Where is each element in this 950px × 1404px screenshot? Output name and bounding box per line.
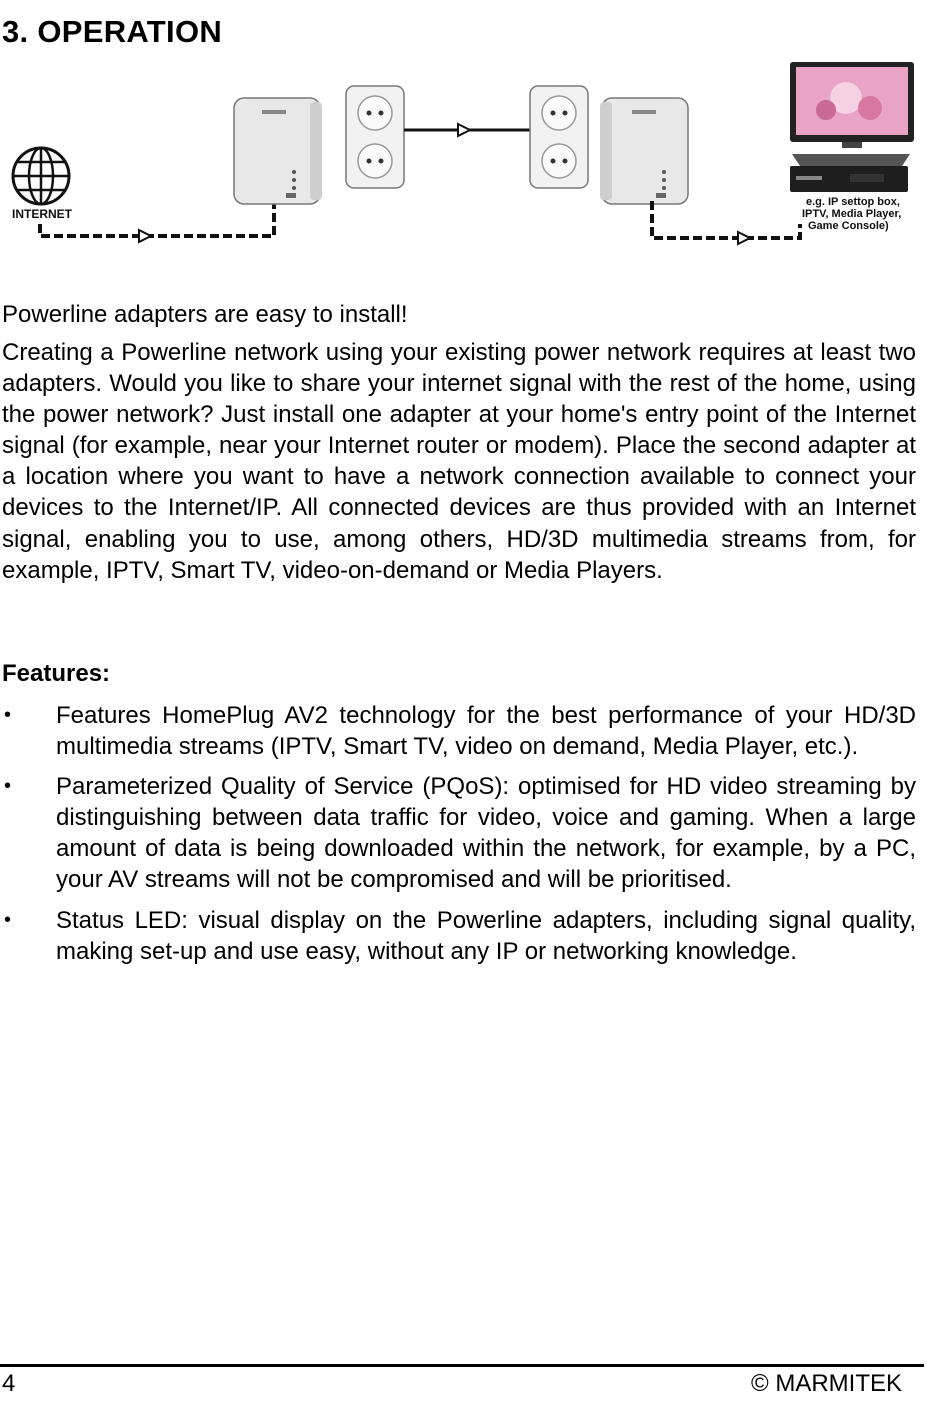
list-item: [0, 905, 916, 967]
intro-text: Powerline adapters are easy to install!: [2, 301, 408, 328]
footer-brand: © MARMITEK: [750, 1370, 902, 1397]
powerline-setup-diagram: [0, 58, 930, 258]
wall-socket-1: [346, 86, 404, 188]
section-heading: 3. OPERATION: [2, 14, 223, 49]
wall-socket-2: [530, 86, 588, 188]
device-caption-line-3: Game Console): [808, 220, 889, 232]
cable-adapter-to-device: [652, 201, 800, 238]
cable-direction-arrow-2: [738, 232, 750, 244]
bullet-icon: •: [4, 908, 12, 931]
powerline-adapter-2: [600, 98, 688, 204]
list-item: [0, 771, 916, 895]
internet-label: INTERNET: [12, 207, 72, 221]
tv-icon: [790, 62, 914, 148]
cable-direction-arrow: [139, 230, 151, 242]
features-list: [0, 700, 916, 976]
cable-internet-to-adapter: [40, 201, 274, 236]
device-caption-line-1: e.g. IP settop box,: [806, 196, 900, 208]
globe-icon: [13, 148, 69, 204]
powerline-adapter-1: [234, 98, 322, 204]
feature-text: Features HomePlug AV2 technology for the best performance of your HD/3D multimedia streams (IPTV, Smart TV, video on demand, Media Player, etc.).: [56, 702, 916, 761]
set-top-box-icon: [790, 154, 910, 192]
bullet-icon: •: [4, 775, 12, 798]
features-title: Features:: [2, 660, 111, 687]
feature-text: Status LED: visual display on the Powerline adapters, including signal quality, making set-up and use easy, without any IP or networking knowledge.: [56, 906, 916, 965]
device-caption-line-2: IPTV, Media Player,: [802, 208, 902, 220]
body-paragraph: Creating a Powerline network using your existing power network requires at least two adapters. Would you like to share your internet signal with the rest of the home, using the power network? Just install one adapter at your home's entry point of the Internet signal (for example, near your Internet router or modem). Place the second adapter at a location where you want to have a network connection available to connect your devices to the Internet/IP. All connected devices are thus provided with an Internet signal, enabling you to use, among others, HD/3D multimedia streams from, for example, IPTV, Smart TV, video-on-demand or Media Players.: [2, 339, 916, 584]
power-line-arrow: [458, 124, 470, 136]
feature-text: Parameterized Quality of Service (PQoS): optimised for HD video streaming by distinguishing between data traffic for video, voice and gaming. When a large amount of data is being downloaded within the network, for example, by a PC, your AV streams will not be compromised and will be prioritised.: [56, 773, 916, 894]
bullet-icon: •: [4, 704, 12, 726]
footer-rule: [0, 1364, 924, 1367]
list-item: [0, 700, 916, 762]
page-number: 4: [2, 1370, 16, 1397]
